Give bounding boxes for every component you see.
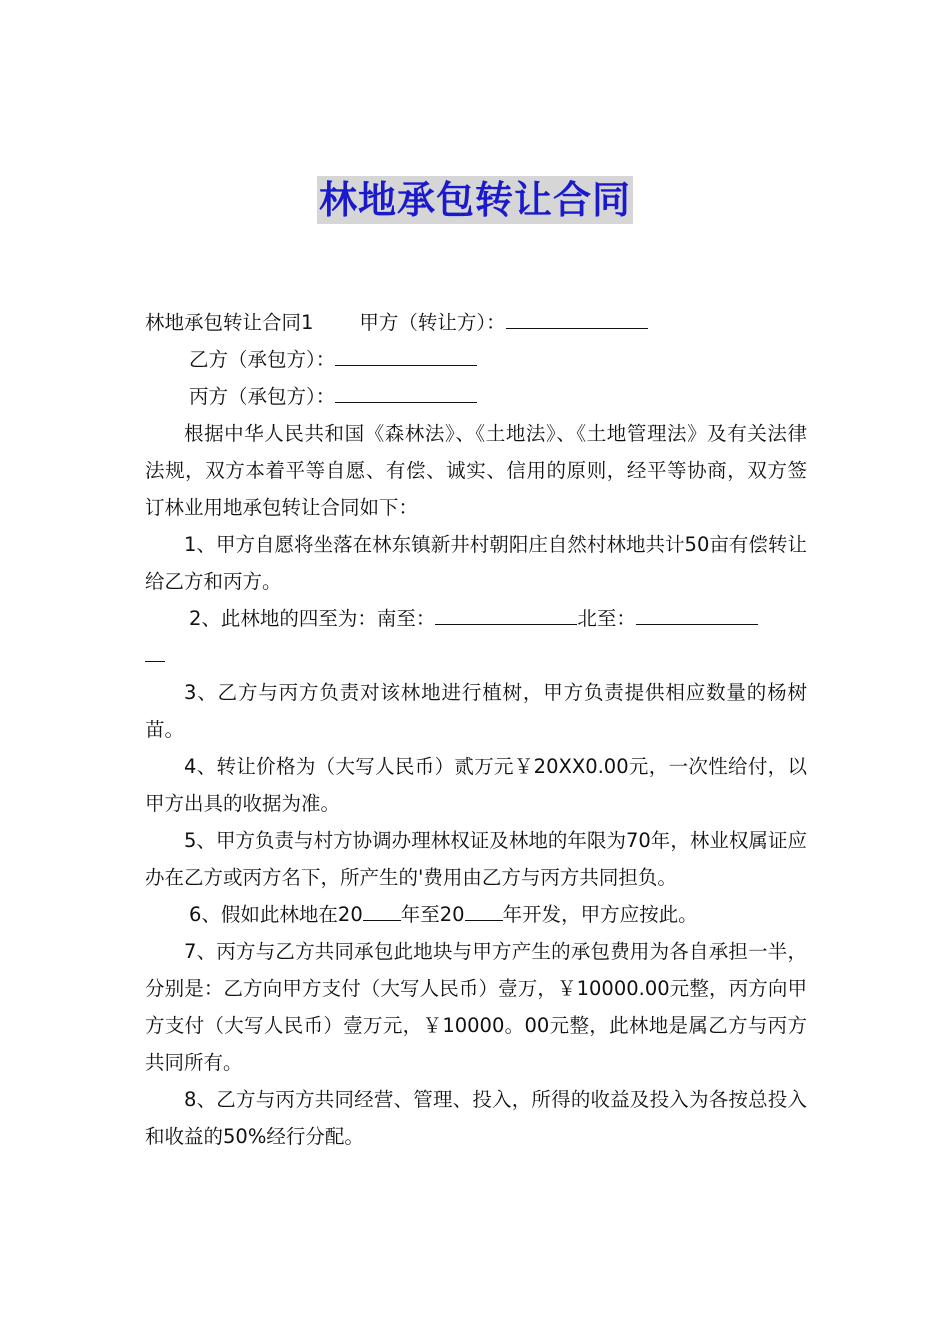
clause-7: 7、丙方与乙方共同承包此地块与甲方产生的承包费用为各自承担一半，分别是：乙方向甲方支付（大写人民币）壹万，￥10000.00元整，丙方向甲方支付（大写人民币）壹万元，￥10000。00元整，此林地是属乙方与丙方共同所有。 <box>145 940 807 1074</box>
header-line <box>145 304 807 341</box>
party-c-line <box>145 378 807 415</box>
clause-6-part-c: 年开发，甲方应按此。 <box>502 903 698 926</box>
north-boundary-blank-cont <box>145 639 165 662</box>
document-title: 林地承包转让合同 <box>318 178 631 222</box>
end-year-blank <box>465 898 503 921</box>
document-body <box>145 304 807 1155</box>
clause-2-north: 北至： <box>577 607 636 630</box>
clause-6-part-a: 6、假如此林地在20 <box>189 903 363 926</box>
clause-5: 5、甲方负责与村方协调办理林权证及林地的年限为70年，林业权属证应办在乙方或丙方名下，所产生的'费用由乙方与丙方共同担负。 <box>145 829 807 889</box>
doc-label: 林地承包转让合同1 <box>145 311 314 334</box>
party-c-label: 丙方（承包方）： <box>189 385 336 408</box>
start-year-blank <box>363 898 401 921</box>
party-a-blank <box>506 306 648 329</box>
clause-2 <box>145 600 807 637</box>
clause-6 <box>145 896 807 933</box>
clause-1: 1、甲方自愿将坐落在林东镇新井村朝阳庄自然村林地共计50亩有偿转让给乙方和丙方。 <box>145 533 807 593</box>
clause-2-continuation <box>145 637 807 674</box>
party-b-blank <box>335 343 477 366</box>
party-a-label: 甲方（转让方）： <box>359 311 506 334</box>
party-c-blank <box>335 380 477 403</box>
party-b-label: 乙方（承包方）： <box>189 348 336 371</box>
south-boundary-blank <box>435 602 577 625</box>
clause-4: 4、转让价格为（大写人民币）贰万元￥20XX0.00元，一次性给付，以甲方出具的收据为准。 <box>145 755 807 815</box>
title-area <box>0 176 950 224</box>
clause-3: 3、乙方与丙方负责对该林地进行植树，甲方负责提供相应数量的杨树苗。 <box>145 681 807 741</box>
party-b-line <box>145 341 807 378</box>
north-boundary-blank <box>636 602 758 625</box>
clause-2-south: 2、此林地的四至为：南至： <box>189 607 436 630</box>
clause-6-part-b: 年至20 <box>400 903 465 926</box>
preamble-paragraph: 根据中华人民共和国《森林法》、《土地法》、《土地管理法》及有关法律法规，双方本着平等自愿、有偿、诚实、信用的原则，经平等协商，双方签订林业用地承包转让合同如下： <box>145 422 807 519</box>
clause-8: 8、乙方与丙方共同经营、管理、投入，所得的收益及投入为各按总投入和收益的50%经行分配。 <box>145 1088 807 1148</box>
